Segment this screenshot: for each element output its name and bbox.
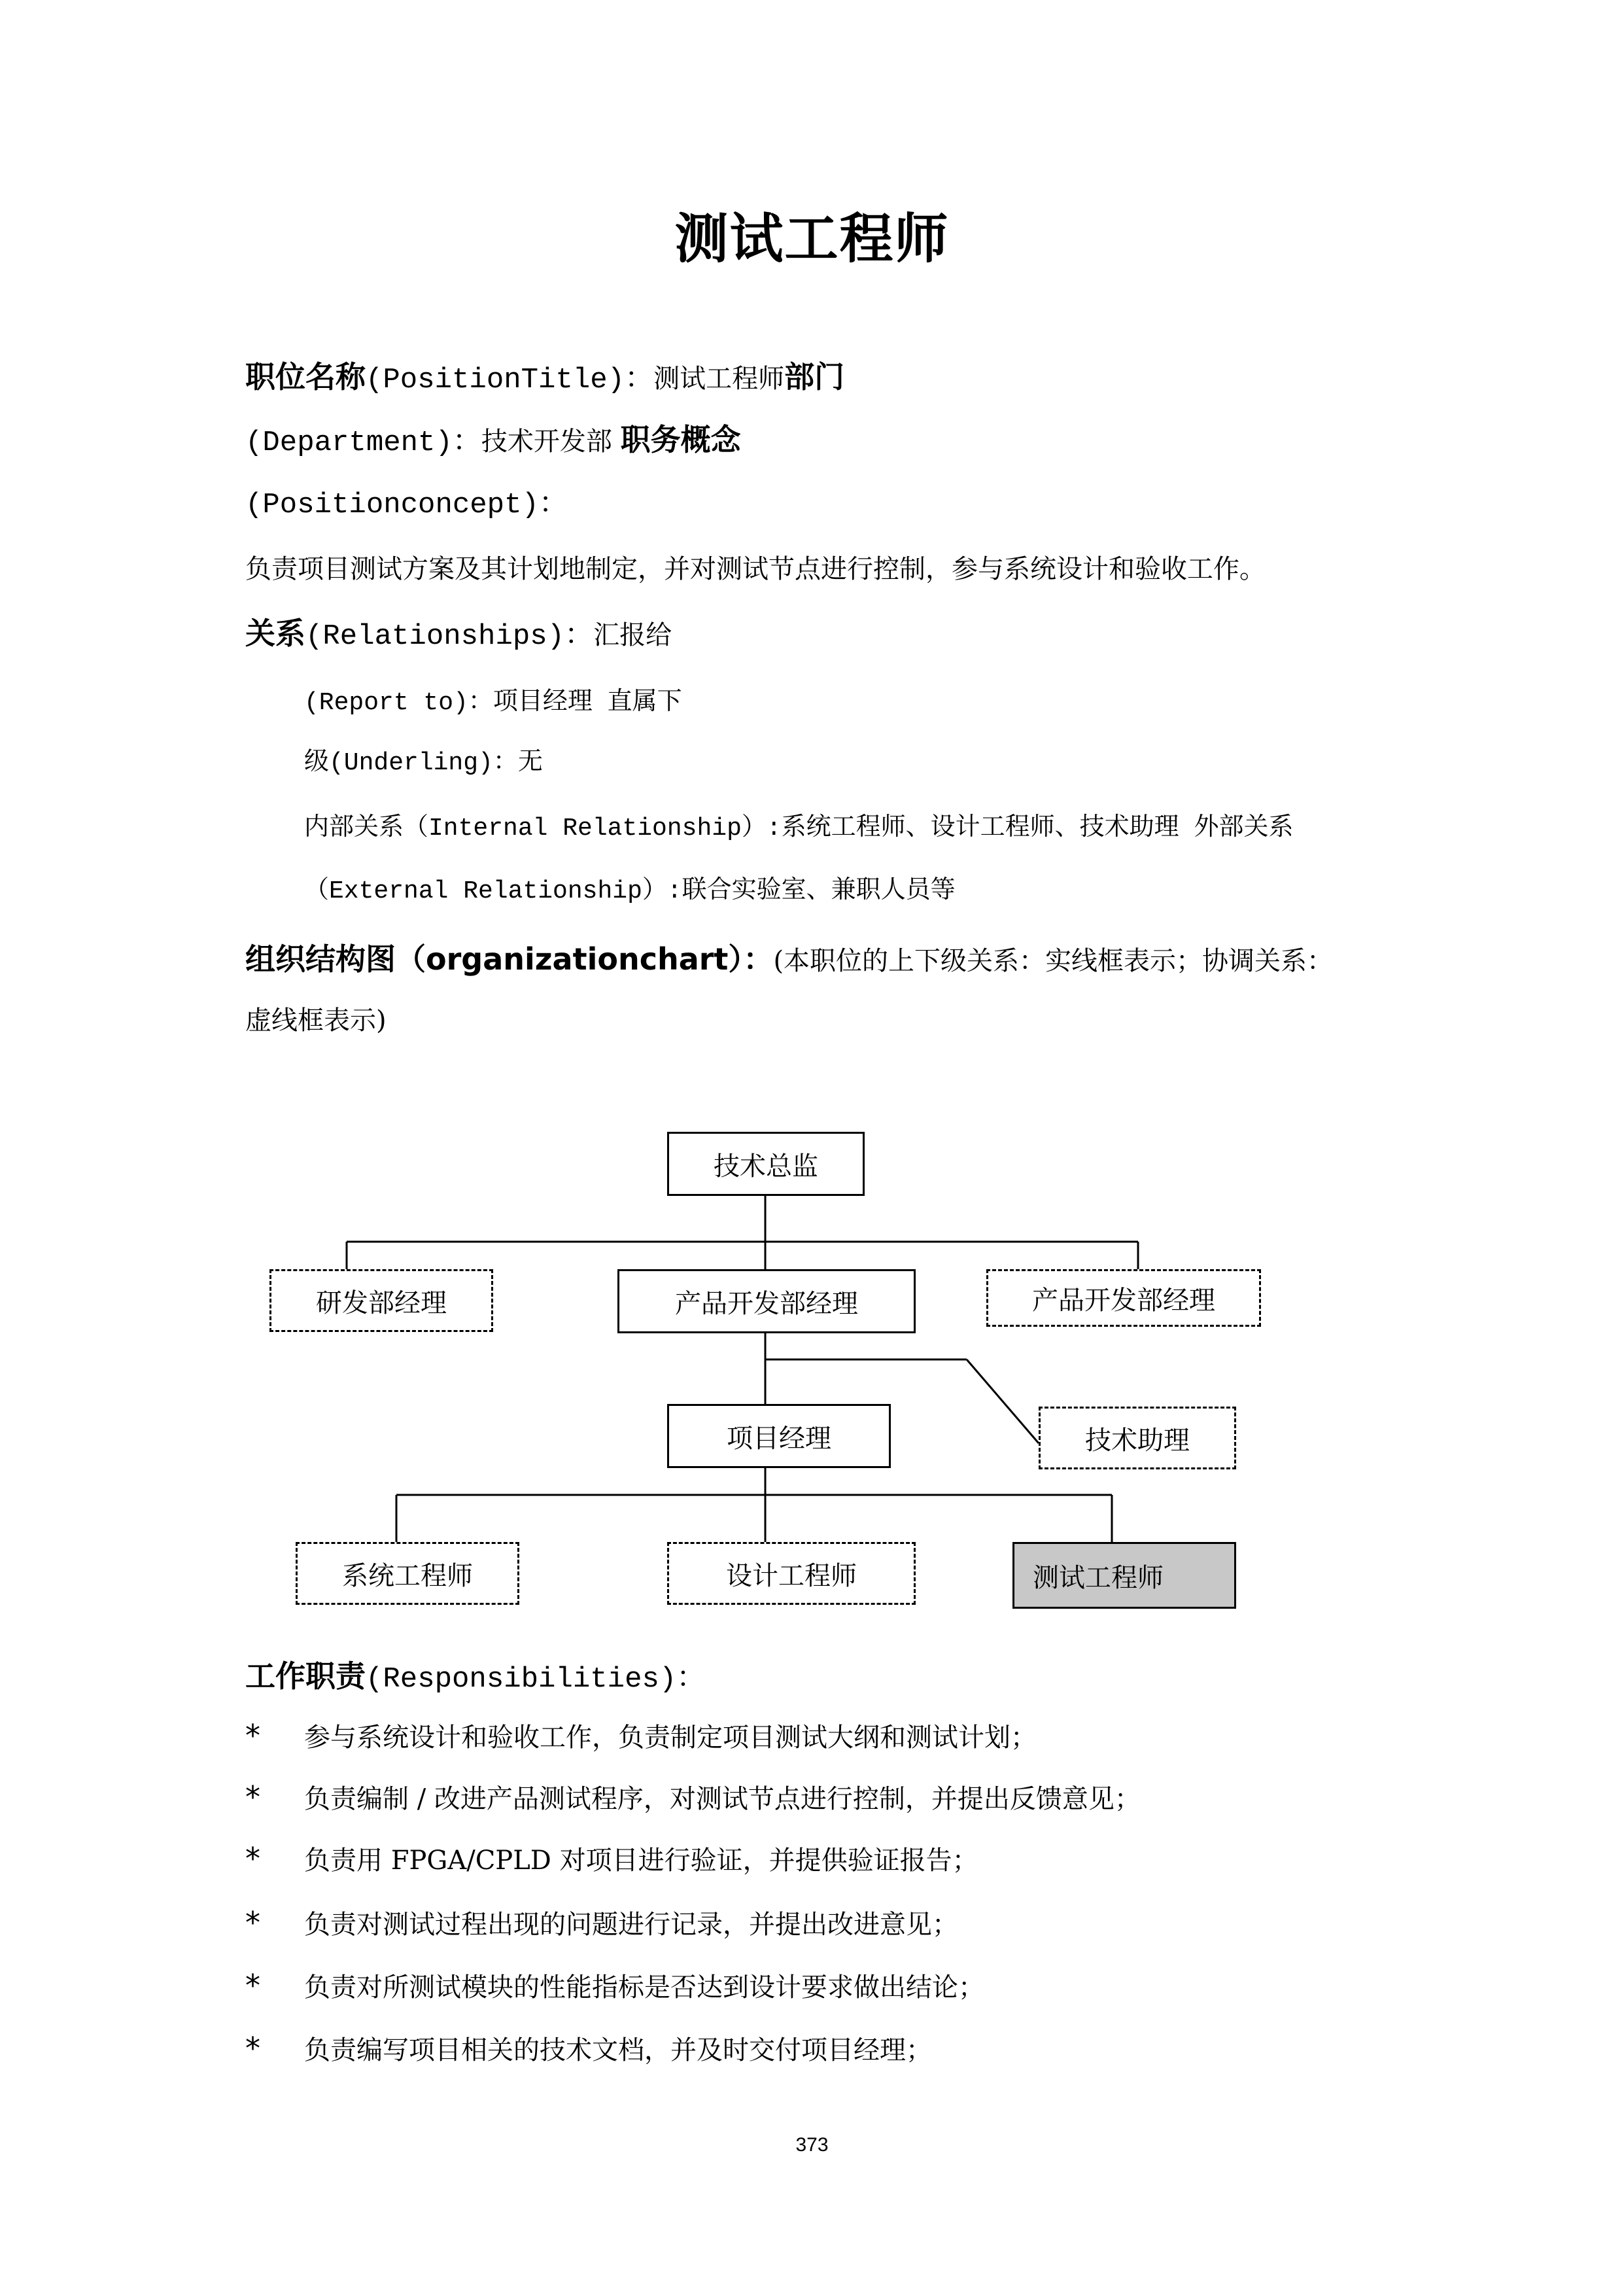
- position-label-cn: 职位名称: [245, 359, 366, 394]
- department-label-en: (Department)：: [245, 427, 481, 459]
- org-node-rd-manager: 研发部经理: [269, 1269, 493, 1332]
- relationship-line: 内部关系（Internal Relationship）:系统工程师、设计工程师、技术助理 外部关系: [304, 815, 1294, 843]
- bullet-marker: *: [245, 1841, 260, 1876]
- list-item: [245, 1718, 260, 1753]
- responsibility-text: 参与系统设计和验收工作，负责制定项目测试大纲和测试计划；: [304, 1723, 1037, 1753]
- list-item: [245, 1841, 260, 1876]
- responsibility-text: 负责编写项目相关的技术文档，并及时交付项目经理；: [304, 2035, 932, 2065]
- position-label-en: (PositionTitle)：: [366, 364, 654, 396]
- bullet-marker: *: [245, 1968, 260, 2003]
- concept-label-cn: 职务概念: [620, 422, 741, 457]
- department-label-cn: 部门: [784, 359, 845, 394]
- relationship-line: 级(Underling)：无: [304, 749, 543, 777]
- position-value: 测试工程师: [653, 364, 785, 394]
- list-item: [245, 1779, 260, 1815]
- page-title: 测试工程师: [674, 208, 950, 270]
- page-number: 373: [795, 2134, 829, 2156]
- responsibilities-label-cn: 工作职责: [245, 1658, 366, 1694]
- responsibility-text: 负责编制 / 改进产品测试程序，对测试节点进行控制，并提出反馈意见；: [304, 1784, 1141, 1814]
- org-node-director: 技术总监: [667, 1132, 865, 1196]
- relationships-report-cn: 汇报给: [593, 620, 672, 650]
- org-node-product-manager-2: 产品开发部经理: [986, 1269, 1261, 1327]
- relationships-label-cn: 关系: [245, 616, 305, 651]
- bullet-marker: *: [245, 2031, 260, 2066]
- bullet-marker: *: [245, 1779, 260, 1815]
- relationship-line: (Report to)：项目经理 直属下: [304, 689, 682, 717]
- bullet-marker: *: [245, 1905, 260, 1940]
- concept-text: 负责项目测试方案及其计划地制定，并对测试节点进行控制，参与系统设计和验收工作。: [245, 554, 1266, 584]
- list-item: [245, 2031, 260, 2066]
- org-node-project-manager: 项目经理: [667, 1404, 891, 1468]
- org-label-en: （organizationchart）：: [396, 941, 774, 977]
- org-node-design-engineer: 设计工程师: [667, 1542, 916, 1605]
- org-note-2: 虚线框表示): [245, 1006, 387, 1036]
- responsibility-text: 负责用 FPGA/CPLD 对项目进行验证，并提供验证报告；: [304, 1846, 978, 1876]
- relationship-line: （External Relationship）:联合实验室、兼职人员等: [304, 877, 956, 905]
- list-item: [245, 1968, 260, 2003]
- bullet-marker: *: [245, 1718, 260, 1753]
- org-node-product-manager: 产品开发部经理: [617, 1269, 916, 1333]
- department-value: 技术开发部: [481, 427, 612, 457]
- responsibility-text: 负责对测试过程出现的问题进行记录，并提出改进意见；: [304, 1910, 958, 1940]
- responsibilities-label-en: (Responsibilities)：: [366, 1663, 706, 1696]
- list-item: [245, 1905, 260, 1940]
- responsibilities-heading: [245, 1653, 705, 1696]
- relationships-label-en: (Relationships)：: [305, 620, 594, 653]
- org-note-1: (本职位的上下级关系：实线框表示；协调关系：: [773, 946, 1334, 976]
- org-label-cn: 组织结构图: [245, 941, 396, 977]
- org-node-system-engineer: 系统工程师: [296, 1542, 519, 1605]
- org-node-test-engineer: 测试工程师: [1012, 1542, 1236, 1609]
- concept-label-en: (Positionconcept)：: [245, 489, 568, 521]
- responsibility-text: 负责对所测试模块的性能指标是否达到设计要求做出结论；: [304, 1972, 984, 2003]
- connector-line: [967, 1359, 1039, 1443]
- org-node-tech-assistant: 技术助理: [1039, 1407, 1236, 1469]
